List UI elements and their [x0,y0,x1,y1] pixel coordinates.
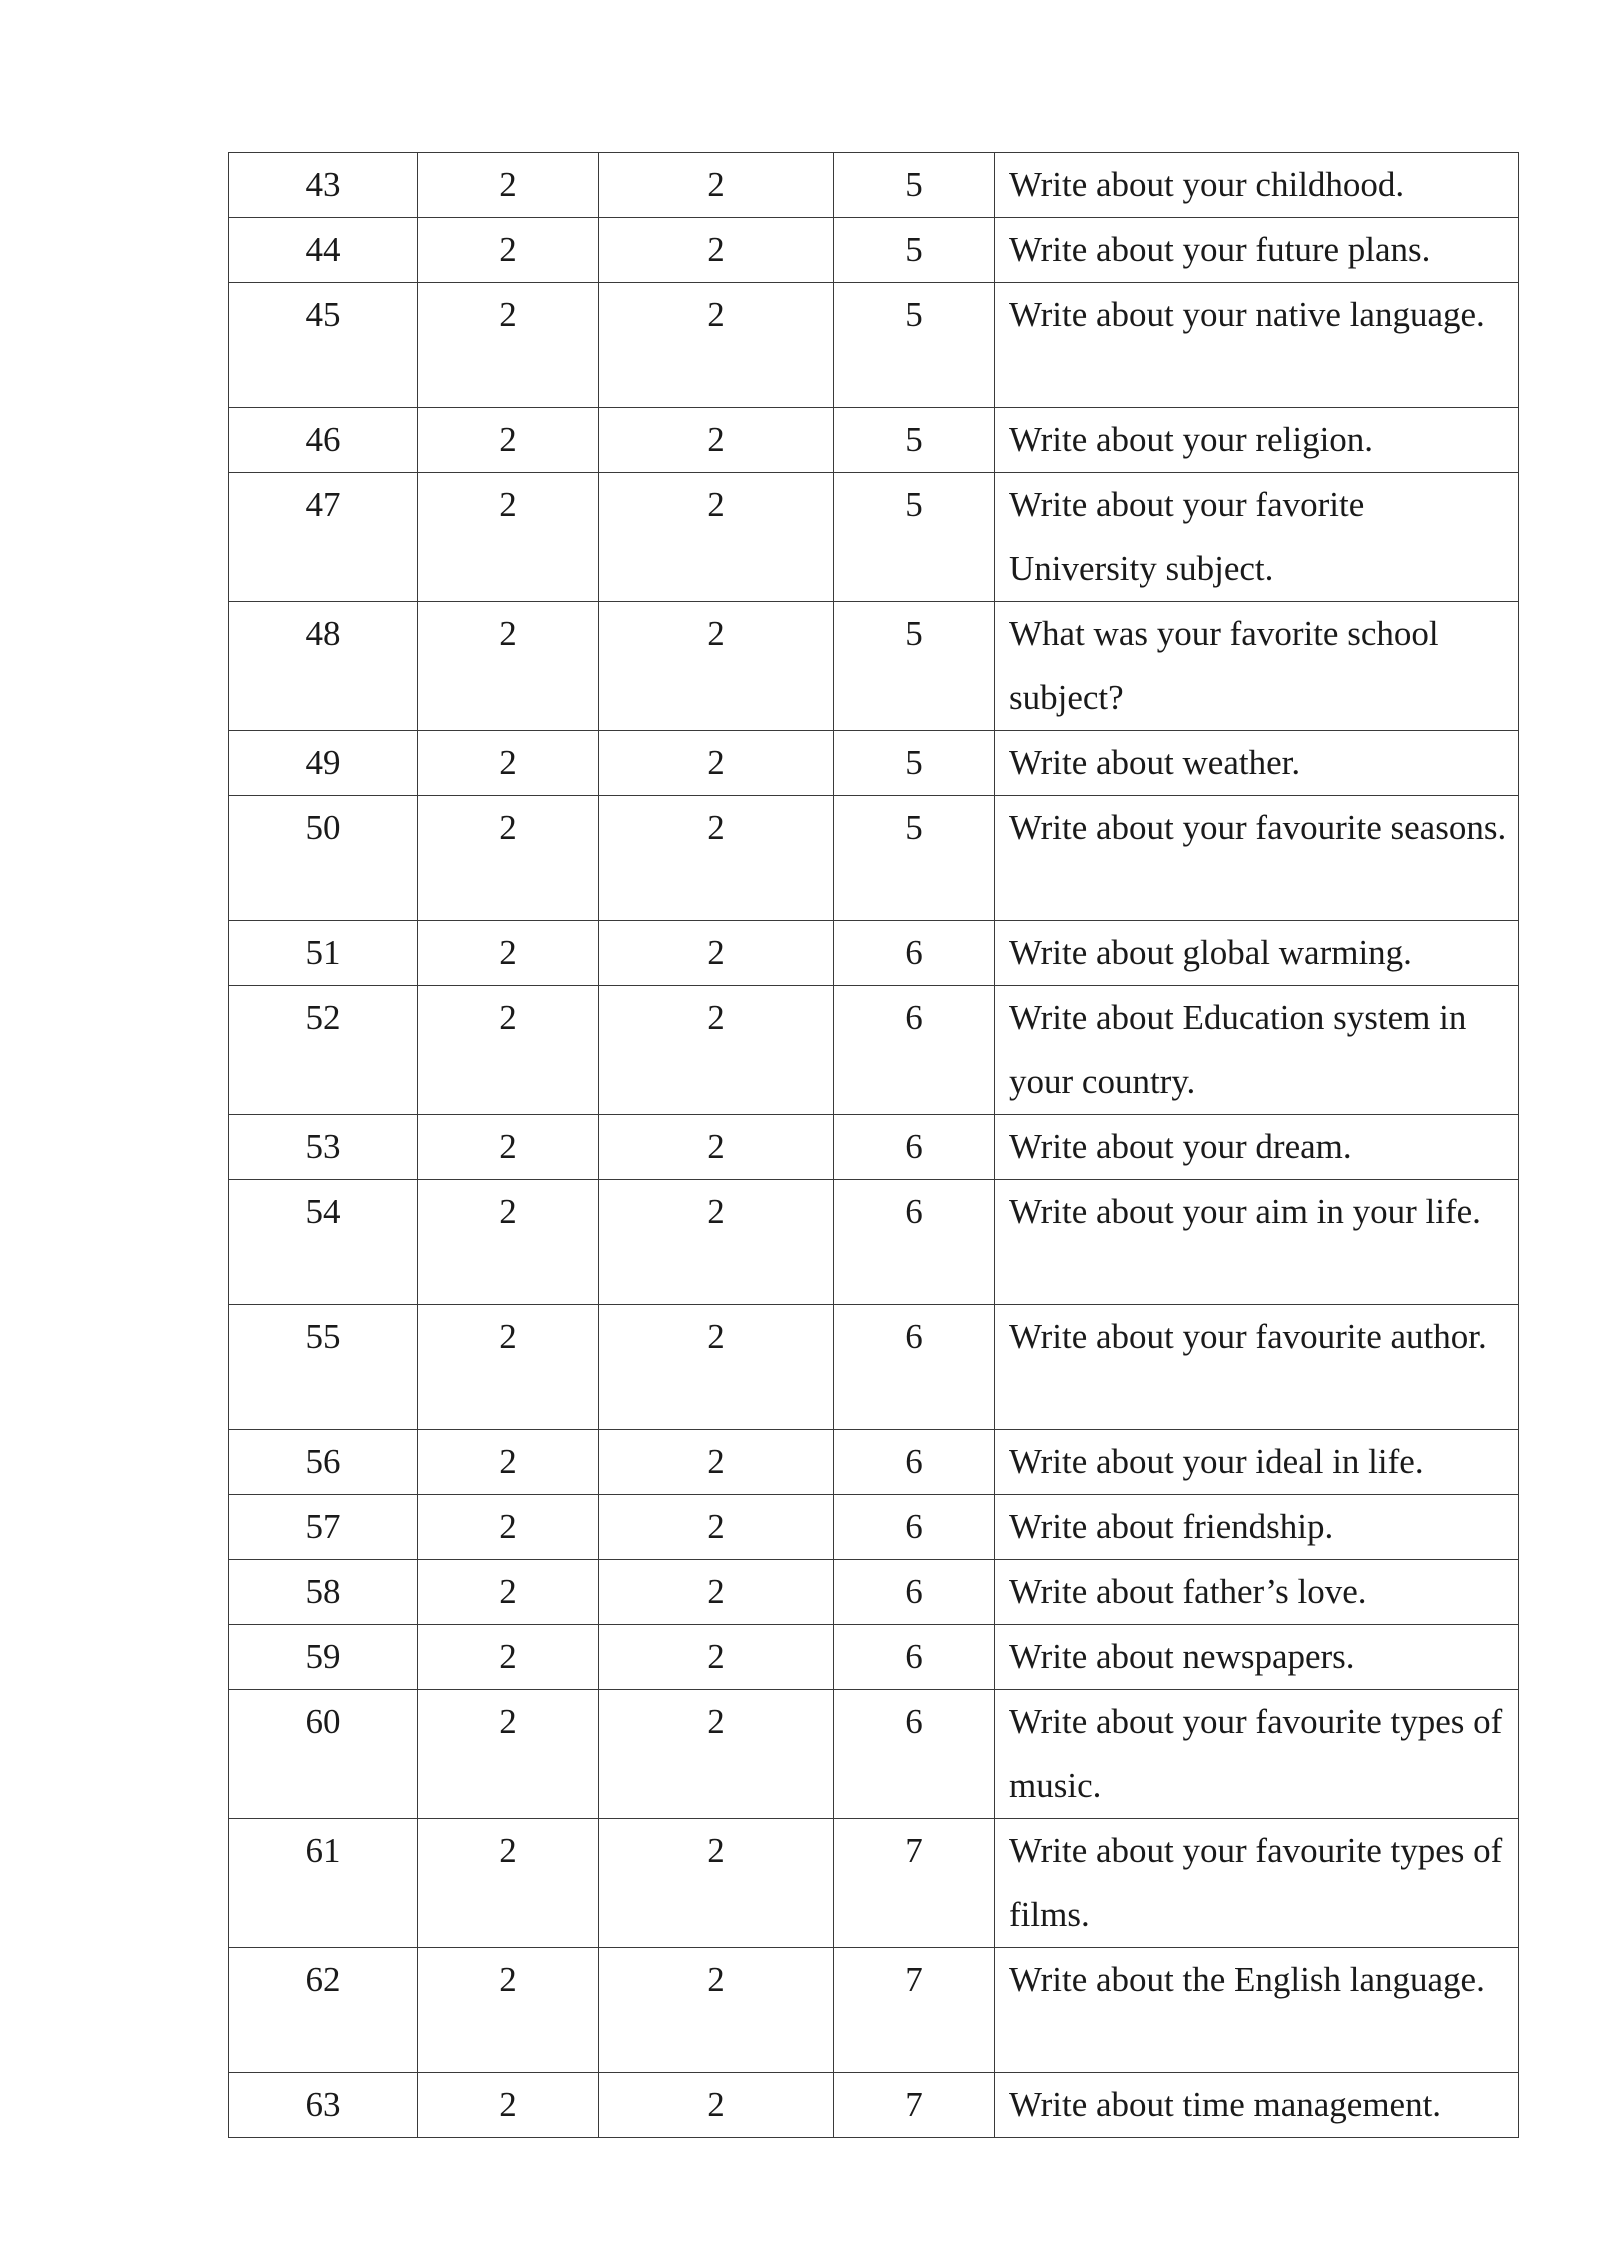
column-4-cell: 6 [834,1305,995,1430]
topic-cell: Write about weather. [995,731,1519,796]
column-2-cell: 2 [418,796,599,921]
table-row [229,1948,1519,2073]
column-3-cell: 2 [599,1495,834,1560]
table-row [229,1115,1519,1180]
column-2-cell: 2 [418,1115,599,1180]
column-4-cell: 6 [834,1625,995,1690]
topic-cell: Write about your native language. [995,283,1519,408]
row-number-cell: 52 [229,986,418,1115]
row-number-cell: 50 [229,796,418,921]
column-2-cell: 2 [418,1948,599,2073]
topic-cell: Write about Education system in your country. [995,986,1519,1115]
table-row [229,1180,1519,1305]
table-row [229,1625,1519,1690]
column-3-cell: 2 [599,921,834,986]
column-3-cell: 2 [599,1305,834,1430]
row-number-cell: 55 [229,1305,418,1430]
topic-cell: Write about father’s love. [995,1560,1519,1625]
column-2-cell: 2 [418,408,599,473]
column-2-cell: 2 [418,731,599,796]
topic-cell: Write about your future plans. [995,218,1519,283]
column-2-cell: 2 [418,921,599,986]
column-3-cell: 2 [599,986,834,1115]
column-3-cell: 2 [599,218,834,283]
topic-cell: Write about time management. [995,2073,1519,2138]
column-4-cell: 6 [834,1115,995,1180]
column-3-cell: 2 [599,1625,834,1690]
row-number-cell: 47 [229,473,418,602]
column-4-cell: 7 [834,1819,995,1948]
column-3-cell: 2 [599,1430,834,1495]
row-number-cell: 48 [229,602,418,731]
topic-cell: Write about global warming. [995,921,1519,986]
column-3-cell: 2 [599,153,834,218]
topic-cell: What was your favorite school subject? [995,602,1519,731]
column-4-cell: 5 [834,408,995,473]
column-3-cell: 2 [599,1115,834,1180]
column-4-cell: 5 [834,473,995,602]
row-number-cell: 54 [229,1180,418,1305]
table-row [229,153,1519,218]
column-4-cell: 5 [834,218,995,283]
column-4-cell: 5 [834,731,995,796]
table-row [229,796,1519,921]
column-4-cell: 6 [834,1690,995,1819]
column-3-cell: 2 [599,1819,834,1948]
column-4-cell: 6 [834,1495,995,1560]
column-2-cell: 2 [418,1305,599,1430]
column-3-cell: 2 [599,1948,834,2073]
column-2-cell: 2 [418,1560,599,1625]
row-number-cell: 53 [229,1115,418,1180]
table-row [229,473,1519,602]
column-2-cell: 2 [418,1625,599,1690]
column-2-cell: 2 [418,602,599,731]
topic-cell: Write about your favourite seasons. [995,796,1519,921]
table-row [229,2073,1519,2138]
table-row [229,731,1519,796]
topic-cell: Write about newspapers. [995,1625,1519,1690]
row-number-cell: 58 [229,1560,418,1625]
table-row [229,408,1519,473]
column-4-cell: 6 [834,1180,995,1305]
column-2-cell: 2 [418,218,599,283]
topic-cell: Write about your favourite types of music. [995,1690,1519,1819]
topic-cell: Write about the English language. [995,1948,1519,2073]
topic-cell: Write about friendship. [995,1495,1519,1560]
column-4-cell: 5 [834,153,995,218]
column-2-cell: 2 [418,1180,599,1305]
topic-cell: Write about your ideal in life. [995,1430,1519,1495]
topic-cell: Write about your aim in your life. [995,1180,1519,1305]
column-2-cell: 2 [418,283,599,408]
table-row [229,283,1519,408]
table-row [229,1305,1519,1430]
column-4-cell: 6 [834,1560,995,1625]
table-row [229,602,1519,731]
column-3-cell: 2 [599,796,834,921]
column-2-cell: 2 [418,2073,599,2138]
column-2-cell: 2 [418,1495,599,1560]
topic-cell: Write about your religion. [995,408,1519,473]
column-4-cell: 6 [834,986,995,1115]
row-number-cell: 51 [229,921,418,986]
row-number-cell: 62 [229,1948,418,2073]
row-number-cell: 56 [229,1430,418,1495]
row-number-cell: 61 [229,1819,418,1948]
row-number-cell: 60 [229,1690,418,1819]
column-3-cell: 2 [599,283,834,408]
table-row [229,1495,1519,1560]
column-4-cell: 5 [834,602,995,731]
column-3-cell: 2 [599,408,834,473]
table-row [229,1560,1519,1625]
column-3-cell: 2 [599,1180,834,1305]
table-body [229,153,1519,2138]
column-4-cell: 5 [834,283,995,408]
table-row [229,986,1519,1115]
table-row [229,1690,1519,1819]
topic-cell: Write about your favourite author. [995,1305,1519,1430]
row-number-cell: 43 [229,153,418,218]
column-3-cell: 2 [599,1690,834,1819]
row-number-cell: 59 [229,1625,418,1690]
row-number-cell: 49 [229,731,418,796]
column-2-cell: 2 [418,986,599,1115]
column-3-cell: 2 [599,2073,834,2138]
row-number-cell: 63 [229,2073,418,2138]
column-2-cell: 2 [418,473,599,602]
table-row [229,218,1519,283]
topic-cell: Write about your dream. [995,1115,1519,1180]
row-number-cell: 44 [229,218,418,283]
column-2-cell: 2 [418,1690,599,1819]
column-4-cell: 6 [834,921,995,986]
column-2-cell: 2 [418,1819,599,1948]
table-row [229,1430,1519,1495]
column-3-cell: 2 [599,1560,834,1625]
table-row [229,1819,1519,1948]
row-number-cell: 46 [229,408,418,473]
table-row [229,921,1519,986]
topic-cell: Write about your favorite University subject. [995,473,1519,602]
column-3-cell: 2 [599,473,834,602]
column-4-cell: 7 [834,2073,995,2138]
column-3-cell: 2 [599,602,834,731]
row-number-cell: 45 [229,283,418,408]
column-2-cell: 2 [418,153,599,218]
column-2-cell: 2 [418,1430,599,1495]
column-4-cell: 7 [834,1948,995,2073]
row-number-cell: 57 [229,1495,418,1560]
topic-cell: Write about your favourite types of films. [995,1819,1519,1948]
topic-cell: Write about your childhood. [995,153,1519,218]
column-4-cell: 5 [834,796,995,921]
topics-table [228,152,1519,2138]
column-4-cell: 6 [834,1430,995,1495]
column-3-cell: 2 [599,731,834,796]
